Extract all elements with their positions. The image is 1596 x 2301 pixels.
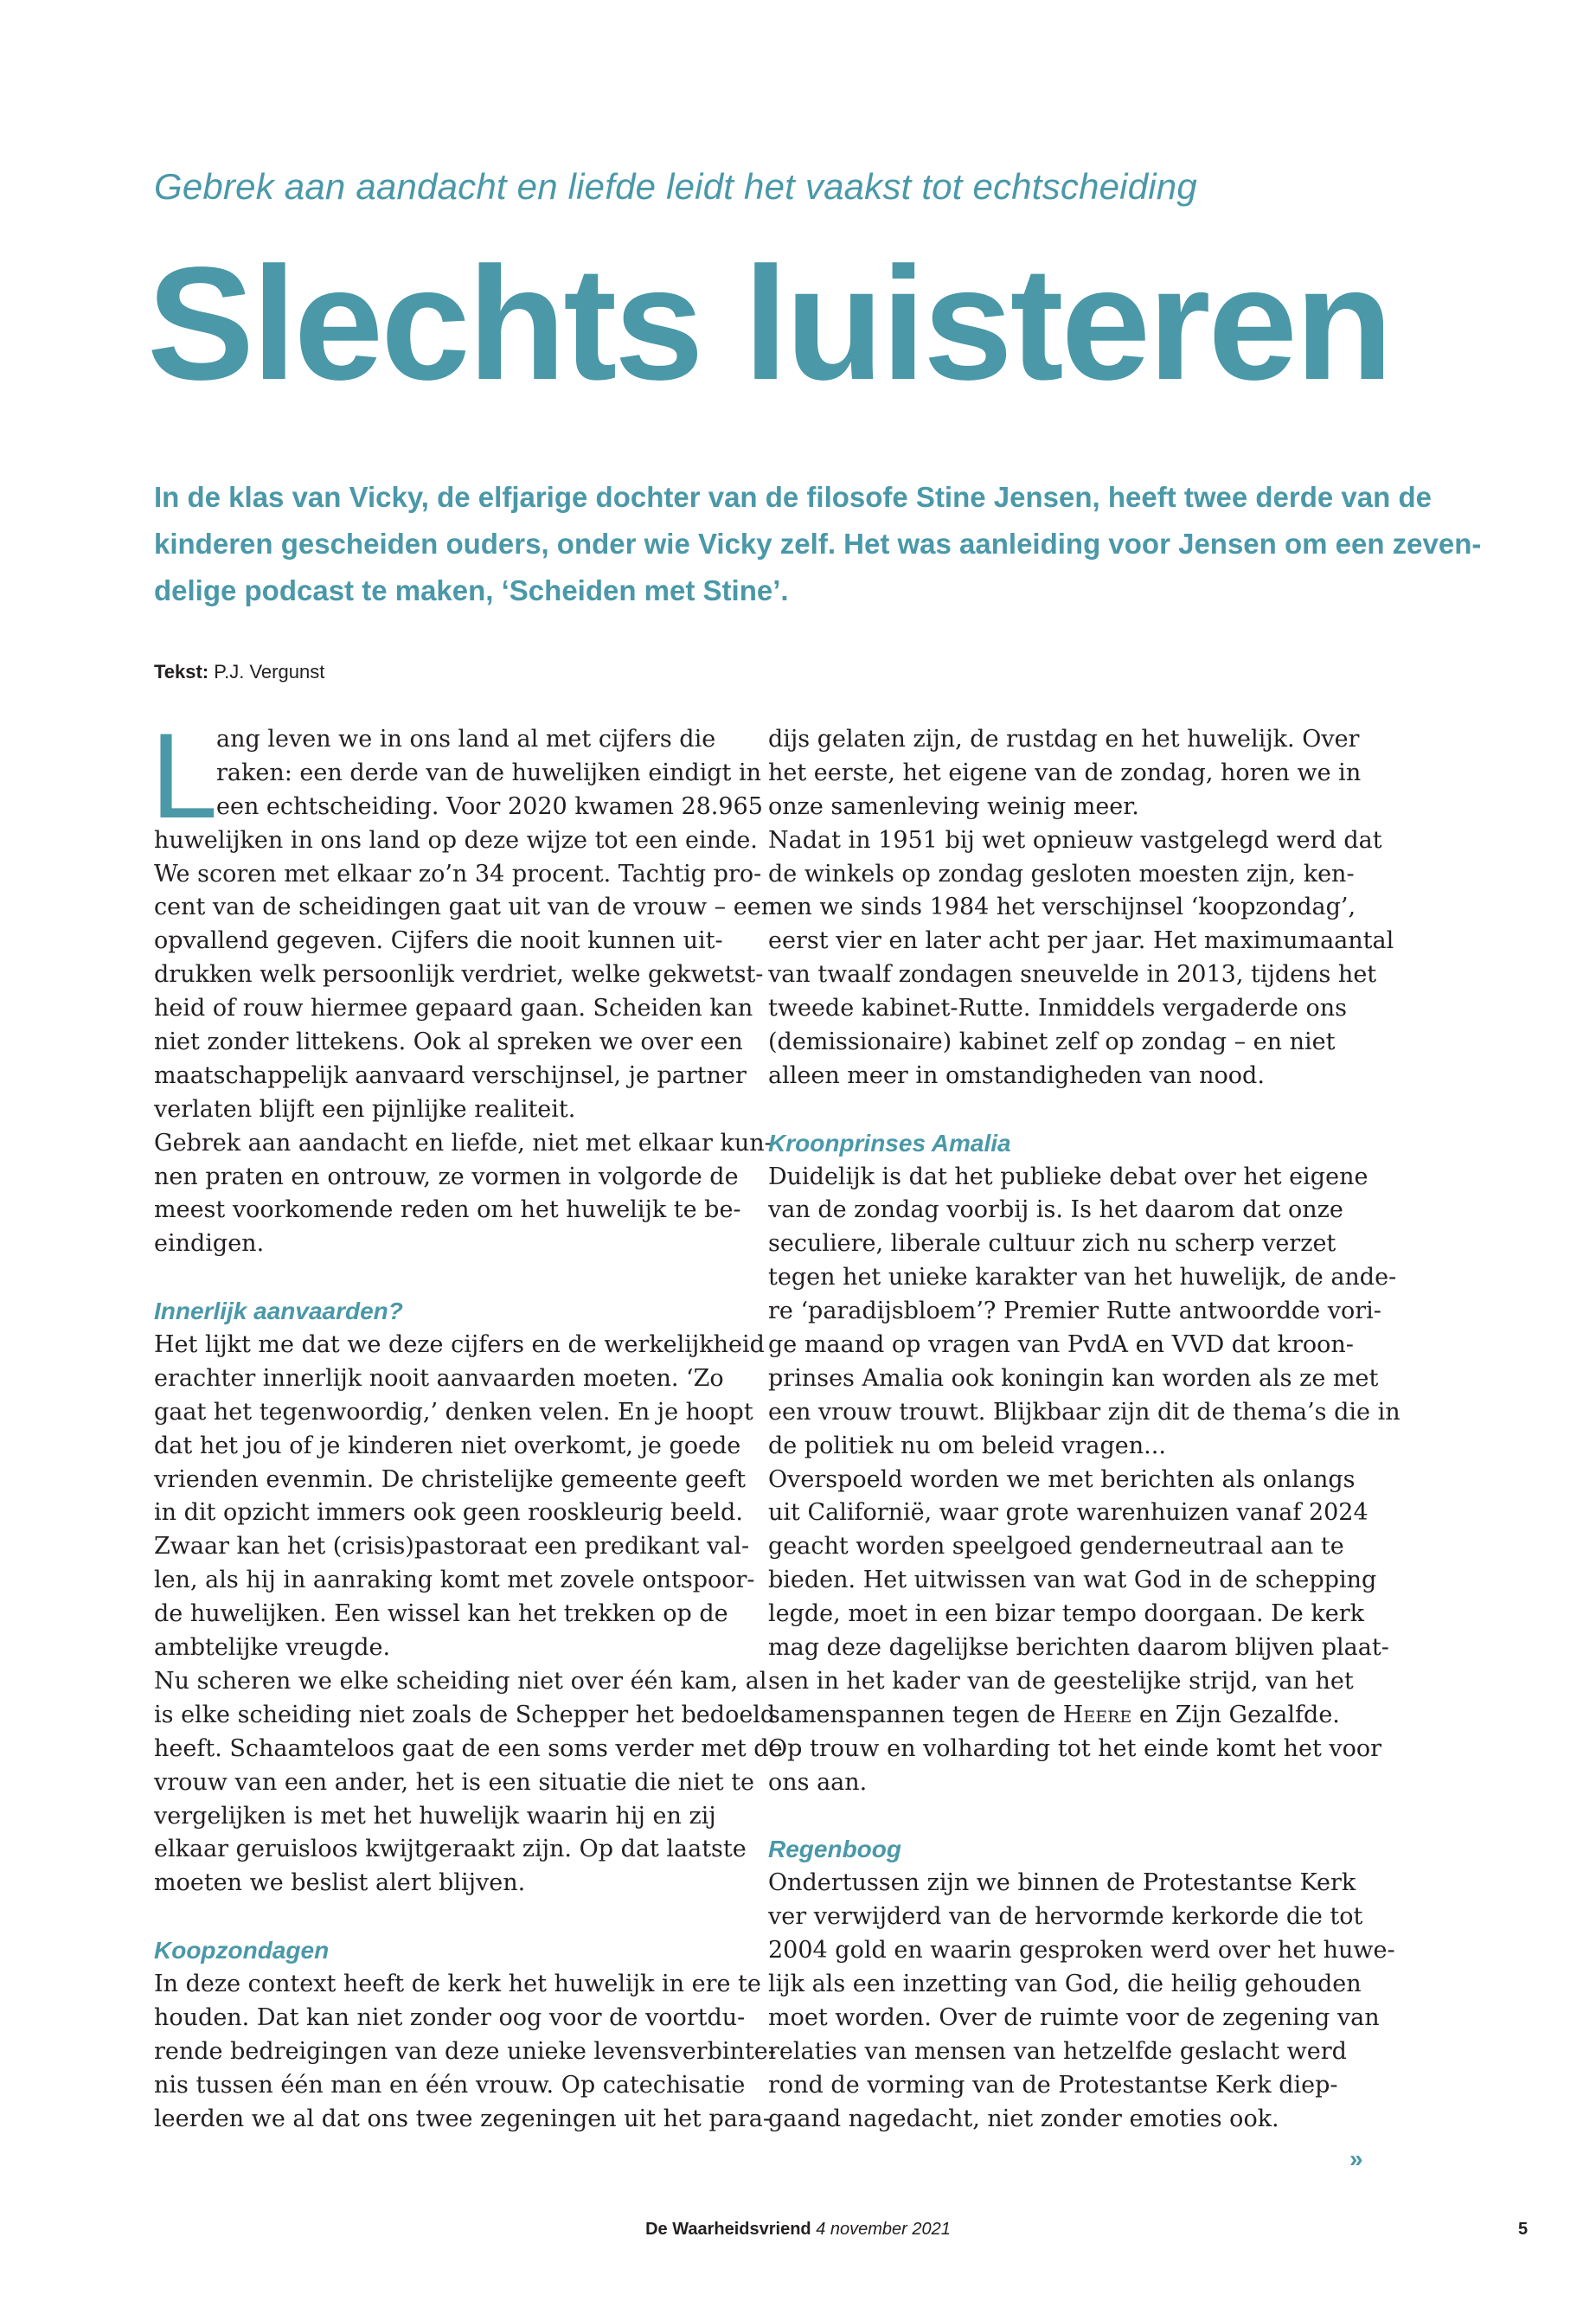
body-line: Duidelijk is dat het publieke debat over het eigene [768, 1163, 1368, 1190]
body-line: leerden we al dat ons twee zegeningen uit het para- [154, 2105, 771, 2132]
body-line: van de zondag voorbij is. Is het daarom dat onze [768, 1196, 1343, 1224]
left-column [151, 708, 783, 2136]
page-footer [0, 2220, 1596, 2240]
body-line: ang leven we in ons land al met cijfers die [216, 726, 716, 753]
body-line: tweede kabinet-Rutte. Inmiddels vergaderde ons [768, 995, 1347, 1022]
article-title: Slechts luisteren [147, 234, 1391, 413]
body-line: van twaalf zondagen sneuvelde in 2013, tijdens het [768, 961, 1377, 989]
body-line: ge maand op vragen van PvdA en VVD dat kroon- [768, 1331, 1354, 1359]
body-line: Ondertussen zijn we binnen de Protestantse Kerk [768, 1869, 1356, 1897]
body-line: onze samenleving weinig meer. [768, 792, 1139, 820]
body-line: seculiere, liberale cultuur zich nu scherp verzet [768, 1230, 1336, 1258]
article-kicker: Gebrek aan aandacht en liefde leidt het vaakst tot echtscheiding [154, 166, 1197, 207]
body-line: niet zonder littekens. Ook al spreken we over een [154, 1029, 743, 1056]
subheading-kroonprinses-amalia: Kroonprinses Amalia [768, 1129, 1011, 1157]
body-line: in dit opzicht immers ook geen rooskleurig beeld. [154, 1499, 743, 1527]
body-line: vergelijken is met het huwelijk waarin hij en zij [154, 1802, 716, 1830]
article-lead [154, 474, 1482, 614]
lead-line: kinderen gescheiden ouders, onder wie Vicky zelf. Het was aanleiding voor Jensen om een zeven- [154, 528, 1482, 560]
body-line: eindigen. [154, 1230, 265, 1258]
subheading-koopzondagen: Koopzondagen [154, 1937, 330, 1965]
body-line: geacht worden speelgoed genderneutraal aan te [768, 1533, 1344, 1561]
body-line: 2004 gold en waarin gesproken werd over het huwe- [768, 1937, 1395, 1965]
body-line: elkaar geruisloos kwijtgeraakt zijn. Op dat laatste [154, 1836, 747, 1863]
body-line: Nadat in 1951 bij wet opnieuw vastgelegd werd dat [768, 826, 1382, 854]
body-line: Het lijkt me dat we deze cijfers en de werkelijkheid [154, 1331, 765, 1359]
body-line: relaties van mensen van hetzelfde geslacht werd [768, 2037, 1347, 2065]
lead-line: In de klas van Vicky, de elfjarige dochter van de filosofe Stine Jensen, heeft twee derde van de [154, 481, 1432, 513]
body-line: drukken welk persoonlijk verdriet, welke gekwetst- [154, 961, 764, 989]
heere-post-text: en Zijn Gezalfde. [1131, 1701, 1340, 1728]
body-line: een vrouw trouwt. Blijkbaar zijn dit de thema’s die in [768, 1398, 1401, 1426]
body-line: heid of rouw hiermee gepaard gaan. Scheiden kan [154, 995, 753, 1022]
body-line: alleen meer in omstandigheden van nood. [768, 1061, 1265, 1089]
body-line: nen praten en ontrouw, ze vormen in volgorde de [154, 1163, 739, 1190]
body-line: Zwaar kan het (crisis)pastoraat een predikant val- [154, 1533, 750, 1561]
body-line: houden. Dat kan niet zonder oog voor de voortdu- [154, 2003, 746, 2031]
body-line: nis tussen één man en één vrouw. Op catechisatie [154, 2071, 746, 2099]
body-line: gaat het tegenwoordig,’ denken velen. En je hoopt [154, 1398, 753, 1426]
body-line: ver verwijderd van de hervormde kerkorde die tot [768, 1903, 1363, 1931]
body-line: moeten we beslist alert blijven. [154, 1869, 526, 1897]
body-line: de winkels op zondag gesloten moesten zijn, ken- [768, 860, 1355, 888]
body-line: mag deze dagelijkse berichten daarom blijven plaat- [768, 1634, 1389, 1662]
body-line: prinses Amalia ook koningin kan worden als ze met [768, 1364, 1379, 1392]
body-line: Op trouw en volharding tot het einde komt het voor [768, 1734, 1382, 1762]
byline [154, 661, 324, 683]
subheading-regenboog: Regenboog [768, 1836, 901, 1863]
byline-label: Tekst: [154, 661, 209, 683]
subheading-innerlijk-aanvaarden: Innerlijk aanvaarden? [154, 1298, 403, 1325]
body-line: het eerste, het eigene van de zondag, horen we in [768, 759, 1362, 786]
body-line: eerst vier en later acht per jaar. Het maximumaantal [768, 927, 1394, 955]
body-line: sen in het kader van de geestelijke strijd, van het [768, 1667, 1354, 1695]
body-line: tegen het unieke karakter van het huwelijk, de ande- [768, 1264, 1397, 1292]
body-line: rond de vorming van de Protestantse Kerk diep- [768, 2071, 1338, 2099]
body-line: cent van de scheidingen gaat uit van de vrouw – een [154, 894, 777, 921]
drop-cap: L [151, 708, 218, 843]
body-line: een echtscheiding. Voor 2020 kwamen 28.965 [216, 792, 763, 820]
body-line: verlaten blijft een pijnlijke realiteit. [154, 1095, 576, 1123]
lead-line: delige podcast te maken, ‘Scheiden met Stine’. [154, 574, 789, 606]
body-line: Nu scheren we elke scheiding niet over één kam, al [154, 1667, 767, 1695]
body-line: (demissionaire) kabinet zelf op zondag – en niet [768, 1029, 1336, 1056]
body-line: vrouw van een ander, het is een situatie die niet te [154, 1768, 755, 1796]
body-line: de politiek nu om beleid vragen... [768, 1432, 1166, 1459]
body-line: In deze context heeft de kerk het huwelijk in ere te [154, 1970, 761, 1997]
body-line: meest voorkomende reden om het huwelijk te be- [154, 1196, 741, 1224]
heere-pre-text: samenspannen tegen de [768, 1701, 1063, 1728]
body-line: dijs gelaten zijn, de rustdag en het huwelijk. Over [768, 726, 1360, 753]
body-line: legde, moet in een bizar tempo doorgaan. De kerk [768, 1600, 1364, 1628]
body-line: nen we sinds 1984 het verschijnsel ‘koopzondag’, [768, 894, 1356, 921]
body-line: bieden. Het uitwissen van wat God in de schepping [768, 1567, 1377, 1594]
continue-marker-icon: » [1349, 2145, 1363, 2172]
body-line: re ‘paradijsbloem’? Premier Rutte antwoordde vori- [768, 1298, 1381, 1325]
footer-publication: De Waarheidsvriend [645, 2220, 811, 2239]
body-line: Gebrek aan aandacht en liefde, niet met elkaar kun- [154, 1129, 772, 1157]
body-line: raken: een derde van de huwelijken eindigt in [216, 759, 762, 786]
body-line: Overspoeld worden we met berichten als onlangs [768, 1465, 1356, 1493]
body-line: vrienden evenmin. De christelijke gemeente geeft [154, 1465, 747, 1493]
body-line: de huwelijken. Een wissel kan het trekken op de [154, 1600, 728, 1628]
body-line: erachter innerlijk nooit aanvaarden moeten. ‘Zo [154, 1364, 724, 1392]
body-line: is elke scheiding niet zoals de Schepper het bedoeld [154, 1701, 776, 1728]
body-line: opvallend gegeven. Cijfers die nooit kunnen uit- [154, 927, 723, 955]
body-line: ambtelijke vreugde. [154, 1634, 391, 1662]
right-column [768, 723, 1401, 2136]
body-line: ons aan. [768, 1768, 868, 1796]
body-line: moet worden. Over de ruimte voor de zegening van [768, 2003, 1380, 2031]
body-line: lijk als een inzetting van God, die heilig gehouden [768, 1970, 1362, 1997]
body-line: We scoren met elkaar zo’n 34 procent. Tachtig pro- [154, 860, 762, 888]
body-line: huwelijken in ons land op deze wijze tot een einde. [154, 826, 758, 854]
body-line [768, 1699, 1356, 1733]
body-line: gaand nagedacht, niet zonder emoties ook. [768, 2105, 1279, 2132]
byline-author: P.J. Vergunst [214, 661, 325, 683]
body-line: rende bedreigingen van deze unieke levensverbinte- [154, 2037, 776, 2065]
heere-small-caps: Heere [1062, 1701, 1132, 1728]
body-line: dat het jou of je kinderen niet overkomt, je goede [154, 1432, 741, 1459]
body-line: len, als hij in aanraking komt met zovele ontspoor- [154, 1567, 755, 1594]
body-line: heeft. Schaamteloos gaat de een soms verder met de [154, 1734, 783, 1762]
footer-date: 4 november 2021 [816, 2220, 951, 2239]
body-line: maatschappelijk aanvaard verschijnsel, je partner [154, 1061, 747, 1089]
page-number: 5 [1518, 2220, 1529, 2239]
body-line: uit Californië, waar grote warenhuizen vanaf 2024 [768, 1499, 1368, 1527]
